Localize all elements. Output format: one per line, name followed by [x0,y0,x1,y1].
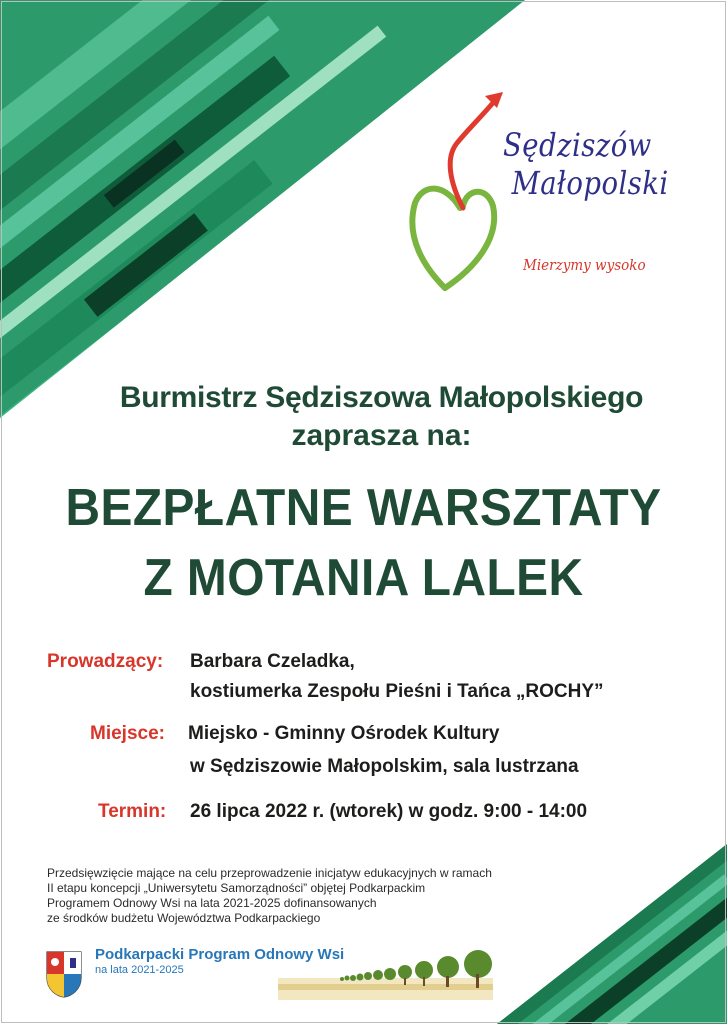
event-title-line2: Z MOTANIA LALEK [143,549,584,607]
heart-arrow-icon [405,88,515,308]
program-logo [40,944,500,1004]
date-value: 26 lipca 2022 r. (wtorek) w godz. 9:00 - 14:00 [190,801,588,822]
place-line2: w Sędziszowie Małopolskim, sala lustrzana [190,756,579,777]
place-label: Miejsce: [90,723,165,744]
tree-avenue-icon [278,948,493,1000]
logo-tagline: Mierzymy wysoko [523,256,646,274]
funding-note [47,866,567,926]
logo-town-line1: Sędziszów [503,126,652,164]
invites-heading: zaprasza na: [291,419,472,452]
event-title-line1: BEZPŁATNE WARSZTATY [65,479,662,537]
logo-town-name [503,126,669,202]
host-name: Barbara Czeladka, [190,651,355,672]
town-logo [405,88,669,308]
funding-note-line1: Przedsięwzięcie mające na celu przeprowadzenie inicjatyw edukacyjnych w ramach [47,866,492,880]
coat-of-arms-icon [45,950,83,998]
logo-town-line2: Małopolski [511,164,669,202]
program-title: Podkarpacki Program Odnowy Wsi [95,946,345,963]
program-subtitle: na lata 2021-2025 [95,964,184,976]
date-label: Termin: [98,801,167,822]
funding-note-line2: II etapu koncepcji „Uniwersytetu Samorządności” objętej Podkarpackim [47,881,426,895]
host-label: Prowadzący: [47,651,164,672]
host-role: kostiumerka Zespołu Pieśni i Tańca „ROCHY” [190,681,604,702]
place-line1: Miejsko - Gminny Ośrodek Kultury [188,723,500,744]
funding-note-line4: ze środków budżetu Województwa Podkarpackiego [47,911,321,925]
inviter-heading: Burmistrz Sędziszowa Małopolskiego [119,381,644,414]
funding-note-line3: Programem Odnowy Wsi na lata 2021-2025 dofinansowanych [47,896,377,910]
